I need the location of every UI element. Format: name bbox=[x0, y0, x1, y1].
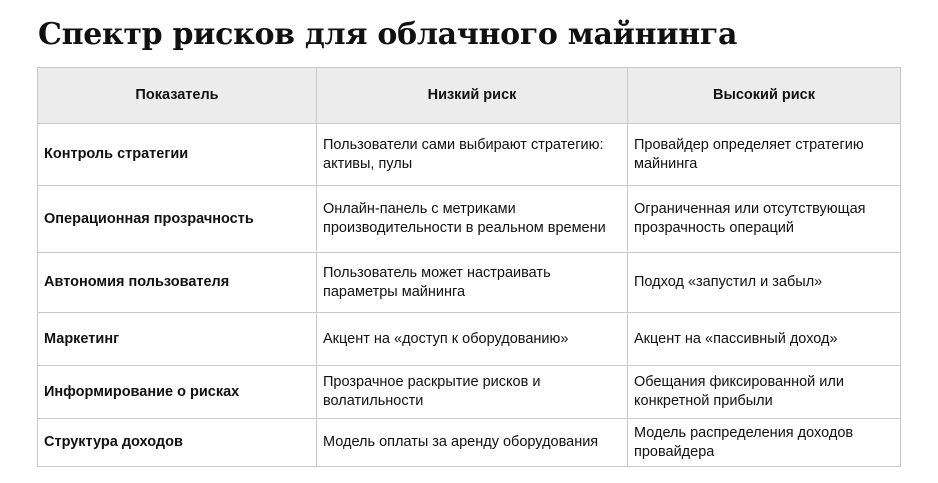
indicator-cell: Автономия пользователя bbox=[38, 253, 317, 313]
table-row bbox=[38, 366, 901, 419]
table-header-row bbox=[38, 68, 901, 124]
low-risk-cell: Прозрачное раскрытие рисков и волатильности bbox=[317, 366, 628, 419]
header-indicator: Показатель bbox=[38, 68, 317, 124]
low-risk-cell: Акцент на «доступ к оборудованию» bbox=[317, 313, 628, 366]
header-high-risk: Высокий риск bbox=[628, 68, 901, 124]
indicator-cell: Информирование о рисках bbox=[38, 366, 317, 419]
high-risk-cell: Обещания фиксированной или конкретной прибыли bbox=[628, 366, 901, 419]
table-row bbox=[38, 124, 901, 186]
indicator-cell: Маркетинг bbox=[38, 313, 317, 366]
page-title: Спектр рисков для облачного майнинга bbox=[38, 17, 738, 52]
indicator-cell: Структура доходов bbox=[38, 419, 317, 467]
indicator-cell: Контроль стратегии bbox=[38, 124, 317, 186]
high-risk-cell: Модель распределения доходов провайдера bbox=[628, 419, 901, 467]
low-risk-cell: Пользователи сами выбирают стратегию: активы, пулы bbox=[317, 124, 628, 186]
low-risk-cell: Модель оплаты за аренду оборудования bbox=[317, 419, 628, 467]
risk-spectrum-table bbox=[37, 67, 901, 467]
high-risk-cell: Провайдер определяет стратегию майнинга bbox=[628, 124, 901, 186]
table-row bbox=[38, 313, 901, 366]
indicator-cell: Операционная прозрачность bbox=[38, 186, 317, 253]
low-risk-cell: Онлайн-панель с метриками производительности в реальном времени bbox=[317, 186, 628, 253]
high-risk-cell: Подход «запустил и забыл» bbox=[628, 253, 901, 313]
table-row bbox=[38, 253, 901, 313]
high-risk-cell: Ограниченная или отсутствующая прозрачность операций bbox=[628, 186, 901, 253]
low-risk-cell: Пользователь может настраивать параметры майнинга bbox=[317, 253, 628, 313]
high-risk-cell: Акцент на «пассивный доход» bbox=[628, 313, 901, 366]
table-row bbox=[38, 186, 901, 253]
table-row bbox=[38, 419, 901, 467]
header-low-risk: Низкий риск bbox=[317, 68, 628, 124]
